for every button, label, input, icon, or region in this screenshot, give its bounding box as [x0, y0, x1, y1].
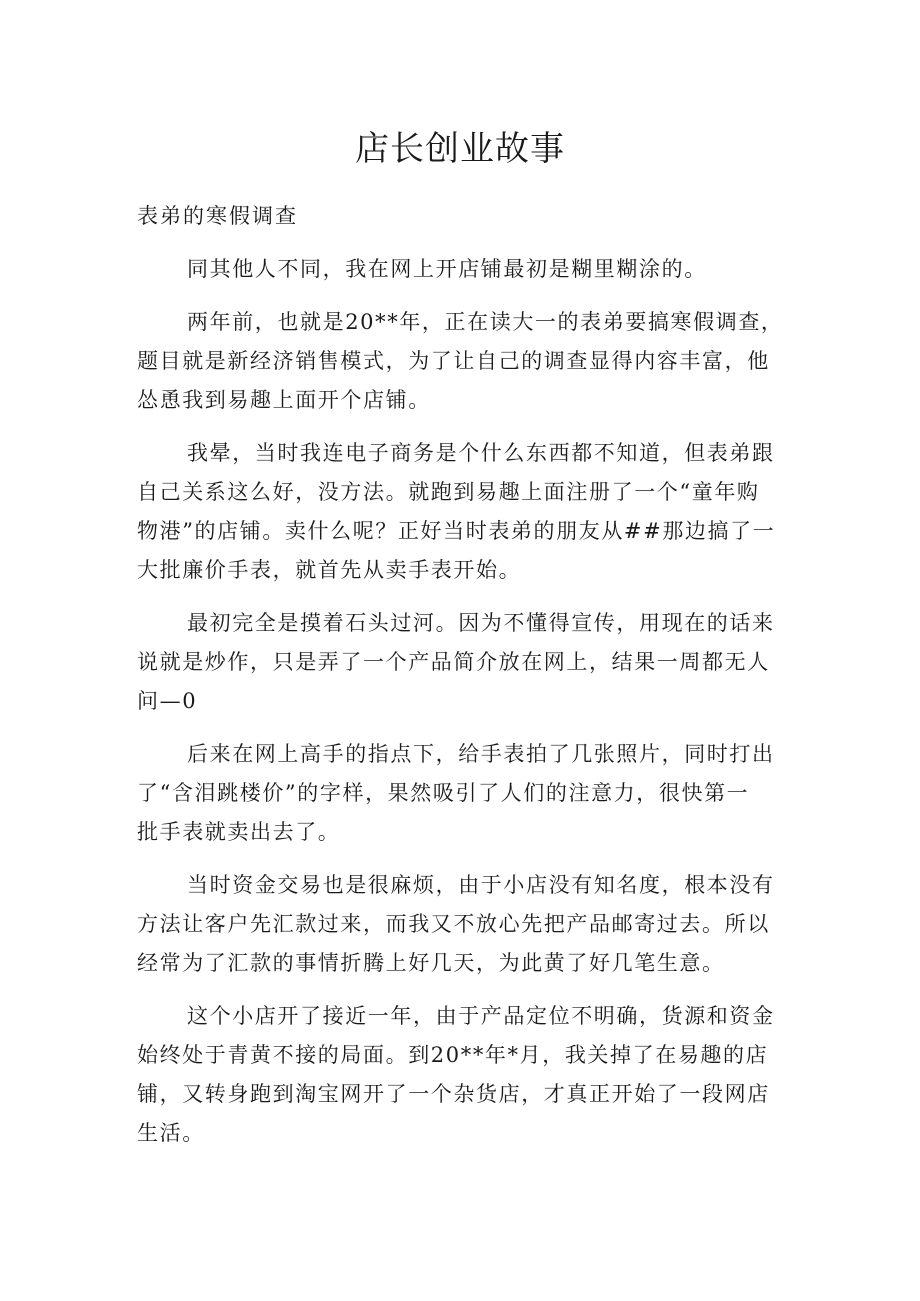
paragraph: [137, 250, 791, 289]
paragraph-line: 问—0: [137, 689, 198, 713]
section-subheading: 表弟的寒假调查: [137, 204, 298, 228]
paragraph-line: 这个小店开了接近一年，由于产品定位不明确，货源和资金: [187, 1004, 775, 1028]
paragraph-line: 最初完全是摸着石头过河。因为不懂得宣传，用现在的话来: [187, 611, 775, 635]
paragraph: [137, 303, 791, 420]
paragraph-line: 经常为了汇款的事情折腾上好几天，为此黄了好几笔生意。: [137, 951, 725, 975]
paragraph-line: 生活。: [137, 1121, 205, 1145]
document-body: [137, 196, 791, 1167]
paragraph-line: 两年前，也就是20**年，正在读大一的表弟要搞寒假调查，: [187, 310, 784, 334]
paragraph-line: 了“含泪跳楼价”的字样，果然吸引了人们的注意力，很快第一: [137, 781, 750, 805]
paragraph-line: 说就是炒作，只是弄了一个产品简介放在网上，结果一周都无人: [137, 650, 770, 674]
paragraph-line: 方法让客户先汇款过来，而我又不放心先把产品邮寄过去。所以: [137, 912, 770, 936]
paragraph-line: 自己关系这么好，没方法。就跑到易趣上面注册了一个“童年购: [137, 480, 760, 504]
paragraph-line: 题目就是新经济销售模式，为了让自己的调查显得内容丰富，他: [137, 349, 770, 373]
paragraph-line: 当时资金交易也是很麻烦，由于小店没有知名度，根本没有: [187, 873, 775, 897]
paragraph-line: 后来在网上高手的指点下，给手表拍了几张照片，同时打出: [187, 742, 775, 766]
paragraph: [137, 997, 791, 1153]
paragraph-line: 物港”的店铺。卖什么呢？正好当时表弟的朋友从##那边搞了一: [137, 519, 776, 543]
paragraph-line: 我晕，当时我连电子商务是个什么东西都不知道，但表弟跟: [187, 441, 775, 465]
document-title: 店长创业故事: [355, 129, 565, 169]
paragraph: [137, 735, 791, 852]
paragraph-line: 怂恿我到易趣上面开个店铺。: [137, 388, 431, 412]
paragraph-line: 大批廉价手表，就首先从卖手表开始。: [137, 558, 522, 582]
paragraph: [137, 604, 791, 721]
paragraph: [137, 434, 791, 590]
paragraph-line: 同其他人不同，我在网上开店铺最初是糊里糊涂的。: [187, 257, 707, 281]
paragraph-line: 始终处于青黄不接的局面。到20**年*月，我关掉了在易趣的店: [137, 1043, 769, 1067]
paragraph-line: 批手表就卖出去了。: [137, 820, 341, 844]
paragraph: [137, 866, 791, 983]
paragraph-line: 铺，又转身跑到淘宝网开了一个杂货店，才真正开始了一段网店: [137, 1082, 770, 1106]
